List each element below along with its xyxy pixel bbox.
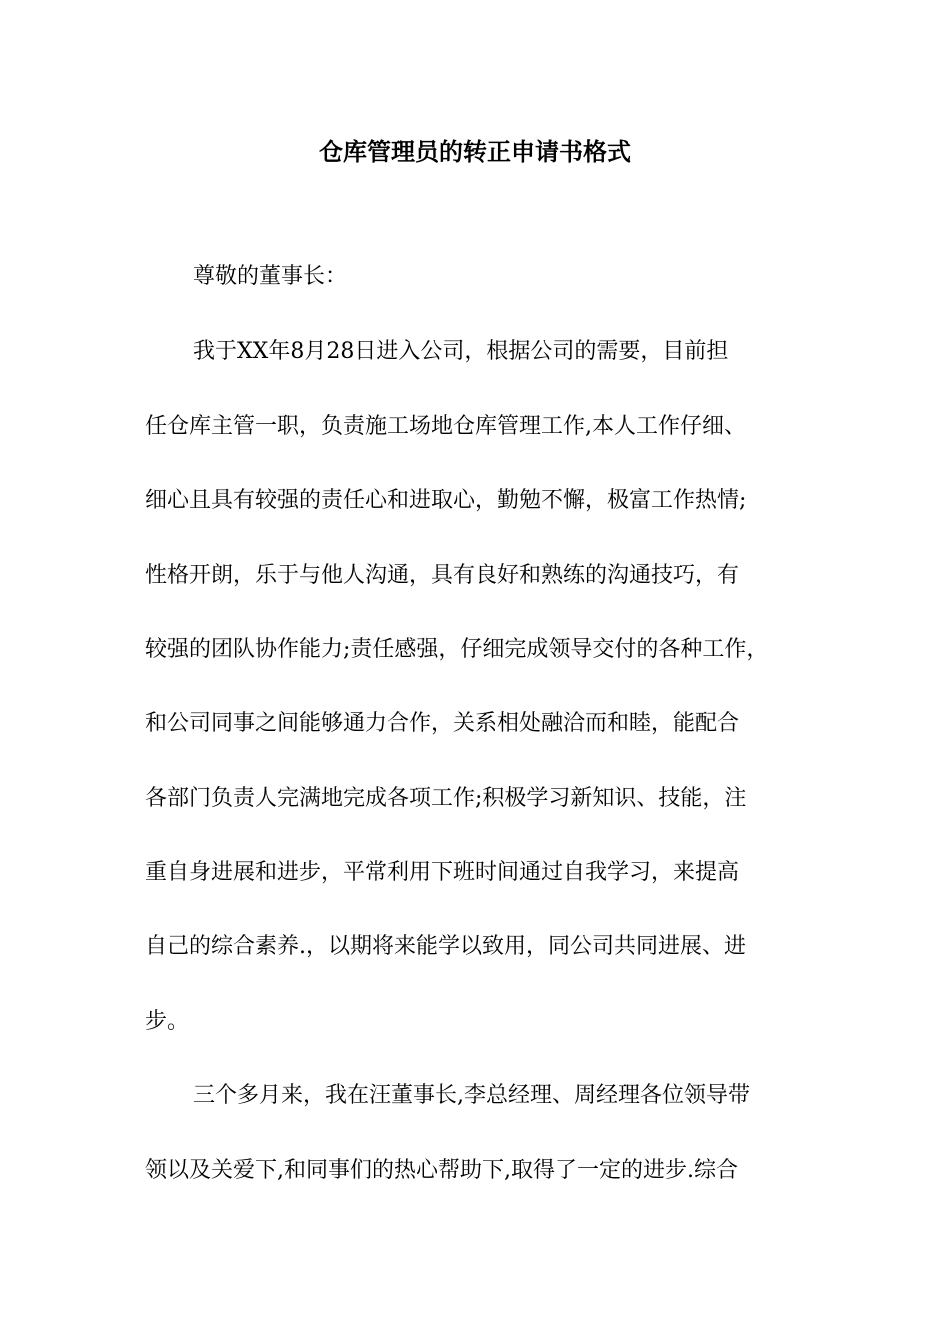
paragraph1-line-10: 步。 bbox=[145, 1009, 190, 1034]
salutation: 尊敬的董事长： bbox=[193, 264, 348, 289]
paragraph2-line-2: 领以及关爱下,和同事们的热心帮助下,取得了一定的进步.综合 bbox=[145, 1158, 738, 1183]
document-title: 仓库管理员的转正申请书格式 bbox=[319, 138, 631, 166]
paragraph1-line-9: 自己的综合素养.，以期将来能学以致用，同公司共同进展、进 bbox=[145, 934, 746, 959]
paragraph1-line-7: 各部门负责人完满地完成各项工作;积极学习新知识、技能，注 bbox=[145, 786, 747, 811]
paragraph2-line-1: 三个多月来，我在汪董事长,李总经理、周经理各位领导带 bbox=[193, 1083, 750, 1108]
paragraph1-line-8: 重自身进展和进步，平常利用下班时间通过自我学习，来提高 bbox=[145, 860, 740, 885]
paragraph1-line-3: 细心且具有较强的责任心和进取心，勤勉不懈，极富工作热情; bbox=[145, 488, 747, 513]
paragraph1-line-1: 我于XX年8月28日进入公司，根据公司的需要，目前担 bbox=[193, 339, 729, 364]
paragraph1-line-6: 和公司同事之间能够通力合作，关系相处融洽而和睦，能配合 bbox=[145, 711, 740, 736]
paragraph1-line-5: 较强的团队协作能力;责任感强，仔细完成领导交付的各种工作， bbox=[145, 637, 769, 662]
paragraph1-line-4: 性格开朗，乐于与他人沟通，具有良好和熟练的沟通技巧，有 bbox=[145, 563, 740, 588]
paragraph1-line-2: 任仓库主管一职，负责施工场地仓库管理工作,本人工作仔细、 bbox=[145, 414, 746, 439]
